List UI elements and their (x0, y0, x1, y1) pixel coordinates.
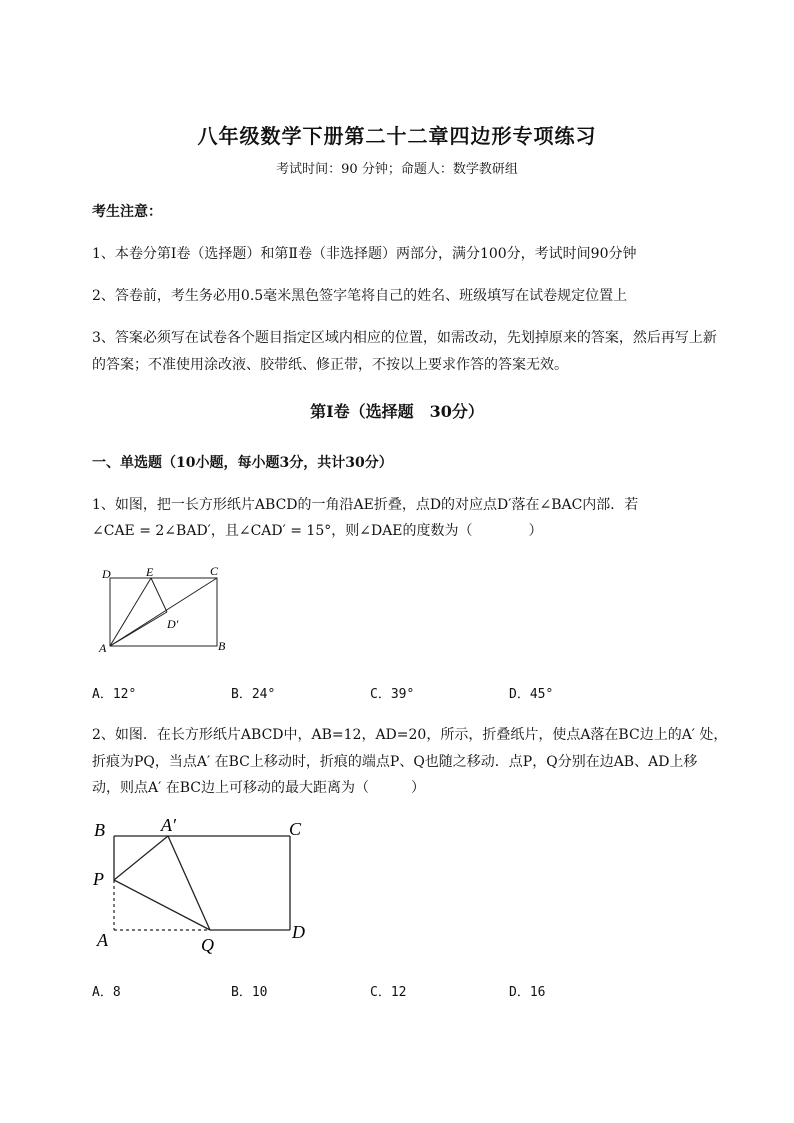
notice-item-1: 1、本卷分第Ⅰ卷（选择题）和第Ⅱ卷（非选择题）两部分，满分100分，考试时间90分钟 (92, 246, 637, 262)
q1-fold-ae (110, 578, 151, 646)
q1-text-line1: 1、如图，把一长方形纸片ABCD的一角沿AE折叠，点D的对应点D′落在∠BAC内部．若 (92, 497, 639, 513)
q1-label-a: A (99, 641, 107, 655)
exam-info: 考试时间：90 分钟；命题人：数学教研组 (276, 162, 518, 177)
q2-text-line2: 折痕为PQ，当点A′ 在BC上移动时，折痕的端点P、Q也随之移动．点P，Q分别在边AB、AD上移 (92, 754, 698, 770)
section-title: 第Ⅰ卷（选择题 30分） (310, 402, 484, 421)
q2-segment-aq (168, 836, 210, 930)
q1-label-b: B (218, 639, 226, 653)
q2-label-aprime: A′ (161, 815, 176, 835)
q2-segment-pa (114, 836, 168, 880)
q1-segment-ad (110, 612, 167, 646)
q1-option-d[interactable]: D．45° (509, 687, 554, 702)
q1-label-dprime: D′ (167, 617, 179, 631)
notice-heading: 考生注意： (92, 204, 162, 220)
q2-label-p: P (93, 869, 104, 889)
q1-option-b[interactable]: B．24° (231, 687, 276, 702)
q1-label-d: D (102, 567, 111, 581)
q1-option-a[interactable]: A．12° (92, 687, 137, 702)
q1-figure (95, 560, 245, 660)
q2-label-b: B (94, 820, 105, 840)
notice-item-3: 3、答案必须写在试卷各个题目指定区域内相应的位置，如需改动，先划掉原来的答案，然后再写上新 (92, 330, 717, 346)
q2-text-line3: 动，则点A′ 在BC边上可移动的最大距离为（ ） (92, 780, 425, 796)
q1-diagonal-ac (110, 578, 217, 646)
q2-option-b[interactable]: B．10 (231, 985, 268, 1000)
q1-label-e: E (146, 565, 154, 579)
q1-segment-ed (151, 578, 167, 612)
q2-option-d[interactable]: D．16 (509, 985, 546, 1000)
q1-option-c[interactable]: C．39° (370, 687, 415, 702)
q1-label-c: C (210, 564, 219, 578)
q2-figure (85, 812, 325, 962)
q2-text-line1: 2、如图．在长方形纸片ABCD中，AB=12，AD=20，所示，折叠纸片，使点A落在BC边上的A′ 处， (92, 727, 728, 743)
notice-item-2: 2、答卷前，考生务必用0.5毫米黑色签字笔将自己的姓名、班级填写在试卷规定位置上 (92, 288, 628, 304)
q2-label-c: C (289, 819, 302, 839)
q2-label-d: D (292, 922, 305, 942)
notice-item-3-cont: 的答案；不准使用涂改液、胶带纸、修正带，不按以上要求作答的答案无效。 (92, 357, 568, 373)
part-heading: 一、单选题（10小题，每小题3分，共计30分） (92, 455, 393, 471)
q2-option-a[interactable]: A．8 (92, 985, 121, 1000)
q1-text-line2: ∠CAE = 2∠BAD′，且∠CAD′ = 15°，则∠DAE的度数为（ ） (92, 523, 543, 539)
q2-label-a: A (97, 930, 108, 950)
q2-label-q: Q (201, 935, 214, 955)
page-title: 八年级数学下册第二十二章四边形专项练习 (197, 124, 597, 148)
q2-fold-pq (114, 880, 210, 930)
q2-option-c[interactable]: C．12 (370, 985, 407, 1000)
